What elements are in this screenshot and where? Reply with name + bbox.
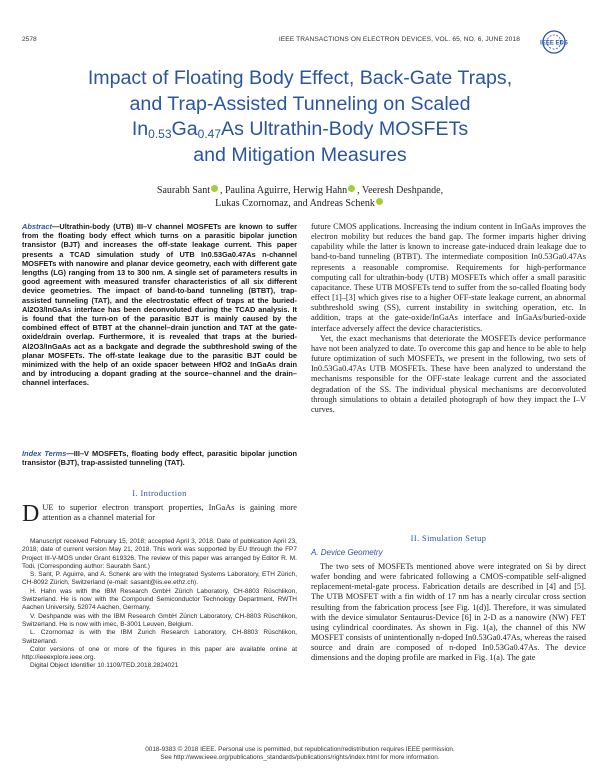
title-line-3: $In_{0.53}Ga_{0.47}As$ Ultrathin-Body MOSFETs — [131, 118, 469, 142]
footer-line-2: See http://www.ieee.org/publications_standards/publications/rights/index.html for more information. — [160, 754, 440, 762]
footnote: S. Sant, P. Aguirre, and A. Schenk are with the Integrated Systems Laboratory, ETH Zürich, CH-8092 Zürich, Switzerland (e-mail: sasant@iis.ee.ethz.ch). — [22, 571, 297, 587]
abstract-label: Abstract — [22, 222, 52, 231]
footnote: Color versions of one or more of the figures in this paper are available online at http://ieeexplore.ieee.org. — [22, 645, 297, 662]
footnotes — [22, 538, 297, 671]
footer-line-1: 0018-9383 © 2018 IEEE. Personal use is permitted, but republication/redistribution requires IEEE permission. — [145, 746, 455, 753]
title-line-1: Impact of Floating Body Effect, Back-Gate Traps, — [87, 67, 513, 89]
journal-header: IEEE TRANSACTIONS ON ELECTRON DEVICES, VOL. 65, NO. 6, JUNE 2018 — [278, 36, 520, 43]
footnote: V. Deshpande was with the IBM Research GmbH Zürich Laboratory, CH-8803 Rüschlikon, Switzerland. He is now with imec, B-3001 Leuven, Belgium. — [22, 612, 297, 628]
index-terms-text: —III–V MOSFETs, floating body effect, parasitic bipolar junction transistor (BJT), trap-assisted tunneling (TAT). — [22, 449, 298, 468]
author-list: Saurabh Sant , Paulina Aguirre, Herwig Hahn , Veeresh Deshpande, Lukas Czornomaz, and Andreas Schenk — [156, 185, 444, 209]
title-line-2: and Trap-Assisted Tunneling on Scaled — [129, 92, 471, 115]
section-heading-simulation-setup: II. Simulation Setup — [410, 534, 487, 543]
section-heading-introduction: I. Introduction — [132, 489, 187, 498]
footnote: L. Czornomaz is with the IBM Zurich Research Laboratory, CH-8803 Rüschlikon, Switzerland. — [22, 629, 297, 645]
footnote-doi: Digital Object Identifier 10.1109/TED.2018.2824021 — [30, 662, 179, 670]
paragraph: The two sets of MOSFETs mentioned above were integrated on Si by direct wafer bonding and were fabricated following a CMOS-compatible self-aligned replacement-metal-gate process. Fabrication details are described in [4] and [5]. The UTB MOSFET with a fin width of 17 nm has a nearly circular cross section resulting from the fabrication process [see Fig. 1(d)]. Therefore, it was simulated with the device simulator Sentaurus-Device [6] in 2-D as a nanowire (NW) FET using cylindrical coordinates. As shown in Fig. 1(a), the channel of this NW MOSFET consists of unintentionally n-doped In0.53Ga0.47As, whereas the raised source and drain are composed of n-doped In0.53Ga0.47As. The device dimensions and the doping profile are marked in Fig. 1(a). The gate — [311, 562, 586, 663]
abstract-text: —Ultrathin-body (UTB) III–V channel MOSFETs are known to suffer from the floating body effect which turns on a parasitic bipolar junction transistor (BJT) and increases the off-state leakage current. This paper presents a TCAD simulation study of UTB In0.53Ga0.47As n-channel MOSFETs with nanowire and planar device geometry, each with different gate lengths (LG) ranging from 13 to 300 nm. A single set of parameters results in good agreement with measured transfer characteristics of all six different device geometries. The impact of band-to-band tunneling (BTBT), trap-assisted tunneling (TAT), and the electrostatic effect of traps at the buried-Al2O3/InGaAs interface has been deconvoluted during the TCAD analysis. It is found that the turn-on of the parasitic BJT is mainly caused by the combined effect of BTBT at the channel–drain junction and TAT at the gate-oxide/drain overlap. Furthermore, it is revealed that traps at the buried-Al2O3/InGaAs act as a backgate and degrade the subthreshold swing of the planar MOSFETs. The off-state leakage due to the parasitic BJT could be minimized with the help of an oxide spacer between HfO2 and InGaAs drain and by introducing a dopant grading at the source–channel and the drain–channel interfaces. — [22, 222, 297, 388]
paragraph: Yet, the exact mechanisms that deteriorate the MOSFETs device performance have not been analyzed to date. To overcome this gap and hence to be able to help future optimization of such MOSFETs, we present in the following, two sets of In0.53Ga0.47As UTB MOSFETs. These have been analyzed to understand the mechanisms responsible for the OFF-state leakage current and the associated degradation of the SS. The individual physical mechanisms are deconvoluted through simulations to obtain a detailed photograph of how they impact the I–V curves. — [311, 333, 586, 414]
section2-text — [311, 562, 586, 664]
abstract — [22, 222, 297, 388]
paper-title — [30, 66, 570, 168]
subsection-heading-device-geometry: A. Device Geometry — [311, 548, 383, 557]
paragraph: future CMOS applications. Increasing the indium content in InGaAs improves the electron mobility but reduces the band gap. The former imparts higher driving capability while the latter is known to increase gate-induced drain leakage due to band-to-band tunneling (BTBT). The intermediate composition In0.53Ga0.47As represents a reasonable compromise. Requirements for high-performance computing call for ultrathin-body (UTB) MOSFETs which offer a small parasitic capacitance. These UTB MOSFETs tend to suffer from the so-called floating body effect [1]–[3] which gives rise to a higher OFF-state leakage current, an abnormal subthreshold swing (SS), current instability in switching operation, etc. In addition, traps at the gate-oxide/InGaAs interface and InGaAs/buried-oxide interface adversely affect the device characteristics. — [311, 222, 586, 333]
copyright-footer — [22, 746, 578, 763]
footnote: H. Hahn was with the IBM Research GmbH Zürich Laboratory, CH-8803 Rüschlikon, Switzerland. He is now with the Compound Semiconductor Technology Department, RWTH Aachen University, 52074 Aachen, Germany. — [22, 587, 297, 612]
ieee-eds-logo — [540, 27, 574, 57]
logo-text: IEEE EDS — [540, 40, 568, 47]
page-number: 2578 — [22, 36, 37, 43]
title-line-4: and Mitigation Measures — [193, 143, 407, 166]
orcid-icon[interactable] — [211, 185, 218, 192]
index-terms — [22, 449, 297, 467]
introduction-text: DUE to superior electron transport properties, InGaAs is gaining more attention as a channel material for — [22, 501, 297, 527]
orcid-icon[interactable] — [348, 185, 355, 192]
drop-cap: D — [22, 501, 40, 527]
footnote: Manuscript received February 15, 2018; accepted April 3, 2018. Date of publication April 23, 2018; date of current version May 21, 2018. This work was supported by EU through the FP7 Project III-V-MOS under Grant 619326. The review of this paper was arranged by Editor R. M. Todi. (Corresponding author: Saurabh Sant.) — [22, 538, 297, 570]
orcid-icon[interactable] — [376, 198, 383, 205]
index-terms-label: Index Terms — [22, 449, 67, 458]
right-column-text — [311, 222, 586, 415]
